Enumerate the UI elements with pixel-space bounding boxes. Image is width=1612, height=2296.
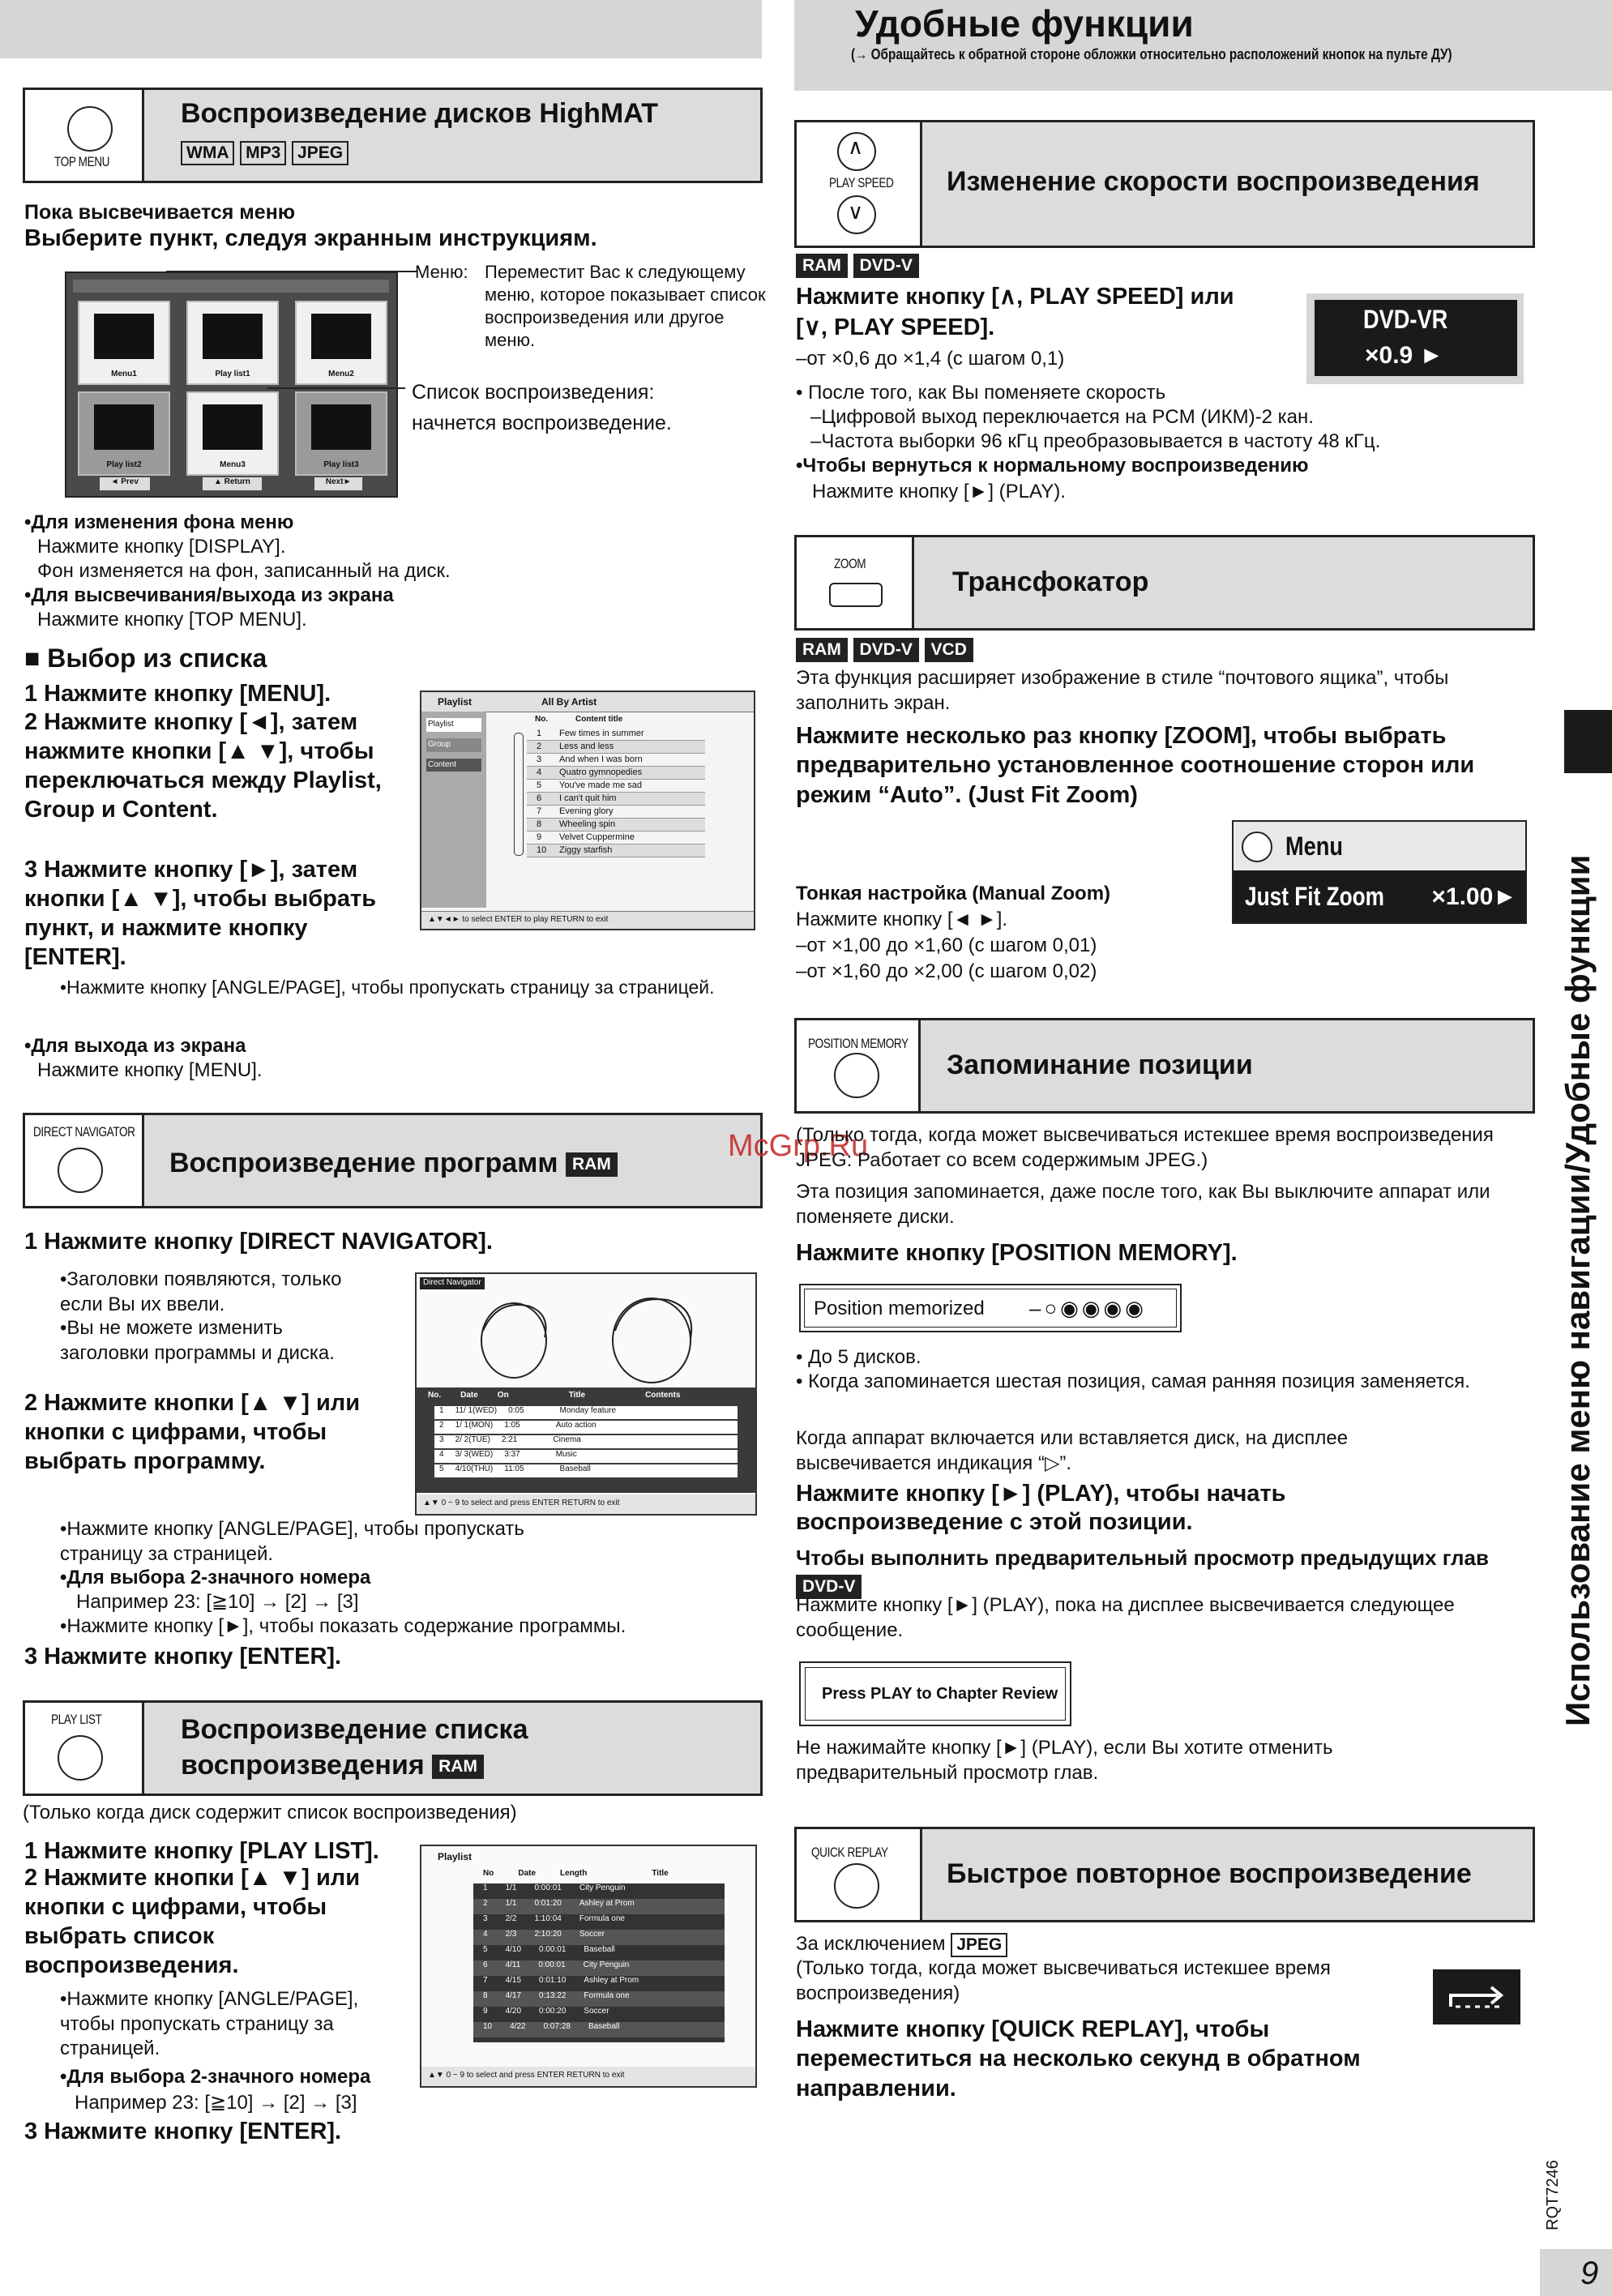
play-speed-label: PLAY SPEED: [829, 175, 894, 190]
ps-range: –от ×0,6 до ×1,4 (с шагом 0,1): [796, 348, 1065, 370]
pl-step2-note1: •Нажмите кнопку [ANGLE/PAGE], чтобы пропускать страницу за страницей.: [60, 1988, 359, 2060]
watermark: McGrp.Ru: [728, 1129, 869, 1163]
pm-display-text: Position memorized: [814, 1298, 985, 1319]
pls-footer: ▲▼ 0 ~ 9 to select and press ENTER RETURN to exit: [421, 2067, 755, 2086]
highmat-title: Воспроизведение дисков HighMAT: [181, 98, 659, 129]
dn-col-contents: Contents: [645, 1391, 681, 1400]
dn-row[interactable]: 1 11/ 1(WED) 0:05 Monday feature: [434, 1406, 738, 1419]
playlist-callout-line: [267, 387, 405, 389]
side-tab: [1564, 710, 1612, 773]
pl-step3: 3 Нажмите кнопку [ENTER].: [24, 2119, 342, 2144]
top-menu-label: TOP MENU: [54, 154, 110, 169]
dn-step2-note1: •Нажмите кнопку [ANGLE/PAGE], чтобы пропускать страницу за страницей.: [60, 1518, 524, 1565]
pl-step1: 1 Нажмите кнопку [PLAY LIST].: [24, 1838, 379, 1864]
pls-col-no: No: [483, 1869, 494, 1878]
list-heading: ■ Выбор из списка: [24, 643, 267, 673]
tag-jpeg: JPEG: [292, 141, 348, 165]
play-speed-title: Изменение скорости воспроизведения: [947, 166, 1480, 197]
pl-row[interactable]: Wheeling spin: [559, 819, 616, 829]
tag-vcd: VCD: [925, 638, 973, 662]
qr-note: (Только тогда, когда может высвечиваться истекшее время воспроизведения): [796, 1957, 1331, 2004]
bg-line1: Нажмите кнопку [DISPLAY].: [37, 536, 286, 558]
pls-row[interactable]: 5 4/10 0:00:01 Baseball: [483, 1945, 615, 1954]
screen-item-playlist1: Play list1: [215, 370, 250, 379]
ps-note3: –Частота выборки 96 кГц преобразовывается в частоту 48 кГц.: [810, 430, 1381, 452]
exit-head: •Для высвечивания/выхода из экрана: [24, 584, 394, 606]
zoom-tags: [796, 637, 973, 662]
qr-except: За исключением JPEG: [796, 1932, 1007, 1957]
play-list-screen: [420, 1845, 757, 2088]
dn-row[interactable]: 3 2/ 2(TUE) 2:21 Cinema: [434, 1435, 738, 1448]
dn-row[interactable]: 5 4/10(THU) 11:05 Baseball: [434, 1464, 738, 1477]
pl-row[interactable]: Evening glory: [559, 806, 614, 816]
zoom-desc: Эта функция расширяет изображение в стиле “почтового ящика”, чтобы заполнить экран.: [796, 667, 1449, 714]
pls-row[interactable]: 9 4/20 0:00:20 Soccer: [483, 2007, 609, 2016]
zoom-manual-2: –от ×1,00 до ×1,60 (с шагом 0,01): [796, 934, 1097, 956]
dn-step2: 2 Нажмите кнопки [▲ ▼] или кнопки с цифрами, чтобы выбрать программу.: [24, 1390, 361, 1474]
pl-footer: ▲▼◄► to select ENTER to play RETURN to exit: [421, 911, 754, 929]
exit-line1: Нажмите кнопку [TOP MENU].: [37, 609, 307, 631]
tag-dvd-v: DVD-V: [853, 254, 919, 278]
ps-instr2: [∨, PLAY SPEED].: [796, 314, 995, 340]
page-number-box: [1540, 2249, 1612, 2296]
play-speed-header: [794, 120, 1535, 248]
pm-bullet2: • Когда запоминается шестая позиция, самая ранняя позиция заменяется.: [796, 1370, 1470, 1392]
pls-row[interactable]: 10 4/22 0:07:28 Baseball: [473, 2022, 725, 2037]
ps-instr1: Нажмите кнопку [∧, PLAY SPEED] или: [796, 284, 1234, 310]
ps-display-bottom: ×0.9 ►: [1365, 342, 1444, 369]
screen-item-playlist2: Play list2: [106, 460, 142, 470]
pls-row[interactable]: 7 4/15 0:01:10 Ashley at Prom: [483, 1976, 639, 1985]
menu-note: Переместит Вас к следующему меню, которое показывает список воспроизведения или другое меню.: [485, 262, 766, 351]
tag-ram: RAM: [796, 638, 848, 662]
zoom-instr: Нажмите несколько раз кнопку [ZOOM], чтобы выбрать предварительно установленное соотношение сторон или режим “Auto”. (Just Fit Zoom): [796, 723, 1475, 808]
angle-note: •Нажмите кнопку [ANGLE/PAGE], чтобы пропускать страницу за страницей.: [60, 977, 715, 998]
list-step1: 1 Нажмите кнопку [MENU].: [24, 681, 331, 707]
zoom-title: Трансфокатор: [952, 567, 1149, 597]
play-speed-tags: [796, 253, 919, 278]
top-left-band: [0, 0, 762, 58]
pl-row[interactable]: Velvet Cuppermine: [559, 832, 635, 842]
quick-replay-title: Быстрое повторное воспроизведение: [947, 1858, 1472, 1889]
pl-row[interactable]: Quatro gymnopedies: [559, 767, 643, 777]
dn-row[interactable]: 2 1/ 1(MON) 1:05 Auto action: [434, 1421, 738, 1434]
page-number: 9: [1580, 2255, 1599, 2291]
direct-nav-label: DIRECT NAVIGATOR: [33, 1124, 135, 1139]
direct-nav-header: [23, 1113, 763, 1208]
screen-item-menu1: Menu1: [111, 370, 137, 379]
dn-screen-footer: ▲▼ 0 ~ 9 to select and press ENTER RETURN to exit: [417, 1494, 755, 1514]
pl-row[interactable]: Few times in summer: [559, 729, 644, 738]
list-step3: 3 Нажмите кнопку [►], затем кнопки [▲ ▼], чтобы выбрать пункт, и нажмите кнопку [ENTER].: [24, 857, 377, 970]
tag-dvd-v: DVD-V: [853, 638, 919, 662]
screen-nav-prev: ◄ Prev: [100, 477, 150, 490]
play-list-title1: Воспроизведение списка: [181, 1714, 528, 1745]
page-subtitle: (→ Обращайтесь к обратной стороне обложки относительно расположений кнопок на пульте ДУ): [851, 46, 1452, 62]
zoom-manual-1: Нажмите кнопку [◄ ►].: [796, 909, 1008, 930]
pl-step2-note3: Например 23: [≧10] → [2] → [3]: [75, 2092, 357, 2114]
pm-preview-msg: Press PLAY to Chapter Review: [822, 1685, 1058, 1703]
highmat-tags: [181, 140, 348, 165]
face-illustration: [449, 1290, 725, 1387]
screen-item-menu2: Menu2: [328, 370, 354, 379]
pls-row[interactable]: 2 1/1 0:01:20 Ashley at Prom: [473, 1899, 725, 1914]
screen-nav-next: Next►: [314, 477, 363, 490]
doc-code: RQT7246: [1544, 2160, 1562, 2230]
pl-row[interactable]: I can't quit him: [559, 793, 617, 803]
pm-bullet1: • До 5 дисков.: [796, 1346, 921, 1368]
qr-instr: Нажмите кнопку [QUICK REPLAY], чтобы переместиться на несколько секунд в обратном направлении.: [796, 2016, 1361, 2101]
quick-replay-label: QUICK REPLAY: [811, 1845, 888, 1860]
dn-step2-note2: •Для выбора 2-значного номера: [60, 1567, 371, 1588]
zoom-manual-head: Тонкая настройка (Manual Zoom): [796, 883, 1111, 904]
pm-preview-cancel: Не нажимайте кнопку [►] (PLAY), если Вы хотите отменить предварительный просмотр глав.: [796, 1737, 1333, 1784]
direct-nav-screen: [415, 1272, 757, 1516]
pl-row[interactable]: You've made me sad: [559, 780, 642, 790]
position-memory-button-icon: [834, 1053, 879, 1098]
highmat-intro1: Пока высвечивается меню: [24, 201, 296, 224]
play-list-header: [23, 1700, 763, 1796]
tag-ram: RAM: [432, 1755, 484, 1779]
caret-down-glyph: ∨: [848, 199, 864, 224]
quick-replay-button-icon: [834, 1863, 879, 1909]
pl-step2: 2 Нажмите кнопки [▲ ▼] или кнопки с цифрами, чтобы выбрать список воспроизведения.: [24, 1865, 361, 1978]
dn-step2-note4: •Нажмите кнопку [►], чтобы показать содержание программы.: [60, 1615, 626, 1637]
pl-side-content[interactable]: Content: [426, 759, 481, 772]
pl-row[interactable]: Less and less: [559, 742, 614, 751]
pm-resume-instr: Нажмите кнопку [►] (PLAY), чтобы начать воспроизведение с этой позиции.: [796, 1481, 1286, 1535]
bg-head: •Для изменения фона меню: [24, 511, 294, 533]
page-title: Удобные функции: [855, 2, 1194, 45]
pls-col-title: Title: [652, 1869, 669, 1878]
screen-nav-return: ▲ Return: [203, 477, 262, 490]
highmat-intro2: Выберите пункт, следуя экранным инструкциям.: [24, 225, 597, 251]
pls-row[interactable]: 1 1/1 0:00:01 City Penguin: [483, 1883, 626, 1892]
direct-nav-button-icon: [58, 1148, 103, 1193]
dn-col-date: Date: [460, 1391, 478, 1400]
pls-col-length: Length: [560, 1869, 588, 1878]
play-list-label: PLAY LIST: [51, 1712, 102, 1727]
pl-row[interactable]: And when I was born: [559, 755, 643, 764]
pm-preview-head: Чтобы выполнить предварительный просмотр предыдущих глав DVD-V: [796, 1545, 1509, 1599]
pl-side-playlist[interactable]: Playlist: [426, 718, 481, 732]
pls-row[interactable]: 4 2/3 2:10:20 Soccer: [473, 1930, 725, 1945]
pl-header-right: All By Artist: [541, 696, 597, 708]
list-step2: 2 Нажмите кнопку [◄], затем нажмите кнопки [▲ ▼], чтобы переключаться между Playlist, Group и Content.: [24, 709, 382, 823]
dn-note1: •Заголовки появляются, только если Вы их ввели.: [60, 1268, 342, 1315]
pl-header-left: Playlist: [438, 696, 472, 708]
pm-dots-icon: –○◉◉◉◉: [1029, 1296, 1147, 1320]
pl-row[interactable]: Ziggy starfish: [559, 845, 613, 855]
pm-resume-desc: Когда аппарат включается или вставляется диск, на дисплее высвечивается индикация “▷”.: [796, 1427, 1349, 1474]
tag-wma: WMA: [181, 141, 234, 165]
tag-jpeg: JPEG: [951, 1933, 1007, 1957]
tag-ram: RAM: [566, 1152, 618, 1177]
play-list-title2: воспроизведения RAM: [181, 1748, 484, 1784]
exit2-head: •Для выхода из экрана: [24, 1035, 246, 1057]
pls-row[interactable]: 3 2/2 1:10:04 Formula one: [483, 1914, 625, 1923]
zoom-header: [794, 535, 1535, 631]
zoom-display-menu: Menu: [1285, 832, 1344, 861]
menu-callout-line: [166, 271, 417, 272]
zoom-manual-3: –от ×1,60 до ×2,00 (с шагом 0,02): [796, 960, 1097, 982]
pl-side-group[interactable]: Group: [426, 738, 481, 752]
dn-row[interactable]: 4 3/ 3(WED) 3:37 Music: [434, 1450, 738, 1463]
tag-mp3: MP3: [240, 141, 286, 165]
quick-replay-header: [794, 1827, 1535, 1922]
dn-step3: 3 Нажмите кнопку [ENTER].: [24, 1644, 342, 1670]
pl-col-title: Content title: [575, 715, 623, 724]
ps-display: [1315, 300, 1517, 376]
position-memory-label: POSITION MEMORY: [808, 1036, 909, 1051]
dn-col-on: On: [497, 1391, 509, 1400]
pm-instr: Нажмите кнопку [POSITION MEMORY].: [796, 1240, 1238, 1266]
direct-nav-title: Воспроизведение программ RAM: [169, 1146, 618, 1182]
pl-step2-note2: •Для выбора 2-значного номера: [60, 2066, 371, 2088]
highmat-menu-screen: [65, 272, 398, 498]
pm-display: [799, 1284, 1182, 1332]
zoom-display-value: ×1.00►: [1431, 883, 1517, 910]
dn-step1: 1 Нажмите кнопку [DIRECT NAVIGATOR].: [24, 1229, 493, 1255]
screen-item-playlist3: Play list3: [323, 460, 359, 470]
ps-normal-head: •Чтобы вернуться к нормальному воспроизведению: [796, 455, 1309, 477]
dn-col-title: Title: [568, 1391, 586, 1400]
tag-dvd-v: DVD-V: [796, 1575, 862, 1599]
top-menu-button-icon: [67, 106, 113, 152]
zoom-display-mode: Just Fit Zoom: [1245, 882, 1385, 911]
zoom-button-icon: [829, 583, 883, 607]
zoom-label: ZOOM: [834, 556, 866, 571]
pls-label: Playlist: [438, 1851, 472, 1862]
screen-item-menu3: Menu3: [220, 460, 246, 470]
ps-normal-1: Нажмите кнопку [►] (PLAY).: [812, 481, 1066, 502]
zoom-display: [1232, 820, 1527, 924]
tag-ram: RAM: [796, 254, 848, 278]
pm-desc: Эта позиция запоминается, даже после того, как Вы выключите аппарат или поменяете диски.: [796, 1181, 1490, 1228]
side-title: Использование меню навигации/Удобные функции: [1559, 854, 1597, 1726]
ps-note2: –Цифровой выход переключается на PCM (ИКМ)-2 кан.: [810, 406, 1314, 428]
pl-col-no: No.: [535, 715, 549, 724]
menu-disc-icon: [1242, 832, 1272, 862]
pls-row[interactable]: 8 4/17 0:13:22 Formula one: [473, 1991, 725, 2007]
ps-display-top: DVD-VR: [1363, 305, 1448, 334]
bg-line2: Фон изменяется на фон, записанный на диск.: [37, 560, 451, 582]
play-list-button-icon: [58, 1735, 103, 1781]
playlist-select-screen: Playlist All By Artist Playlist Group Content No. Content title 1 Few times in summer 2 Less and less 3 And when I was born 4 Quatro gymnopedies 5 You've made me sad 6 I can't quit him 7 Evening glory 8 Wheeling spin 9 Velvet Cuppermine 10 Ziggy starfish ▲▼◄► to select ENTER to play RETURN to exit: [420, 691, 755, 930]
pl-scrollbar[interactable]: [514, 733, 524, 856]
dn-note2: •Вы не можете изменить заголовки программы и диска.: [60, 1317, 335, 1364]
pls-col-date: Date: [518, 1869, 537, 1878]
caret-up-glyph: ∧: [848, 135, 864, 159]
playlist-note: Список воспроизведения: начнется воспроизведение.: [412, 381, 672, 434]
pm-preview-desc: Нажмите кнопку [►] (PLAY), пока на дисплее высвечивается следующее сообщение.: [796, 1594, 1455, 1641]
position-memory-header: [794, 1018, 1535, 1114]
menu-note-label: Меню:: [415, 262, 468, 282]
position-memory-title: Запоминание позиции: [947, 1050, 1253, 1080]
exit2-line1: Нажмите кнопку [MENU].: [37, 1059, 263, 1081]
pl-note: (Только когда диск содержит список воспроизведения): [23, 1802, 517, 1824]
dn-col-no: No.: [428, 1391, 442, 1400]
quick-replay-icon: [1433, 1969, 1520, 2024]
pls-row[interactable]: 6 4/11 0:00:01 City Penguin: [473, 1960, 725, 1976]
highmat-header: [23, 88, 763, 183]
pm-note: (Только тогда, когда может высвечиваться истекшее время воспроизведения JPEG: Работает со всем содержимым JPEG.): [796, 1124, 1494, 1171]
ps-note1: • После того, как Вы поменяете скорость: [796, 382, 1166, 404]
dn-step2-note3: Например 23: [≧10] → [2] → [3]: [76, 1591, 359, 1613]
pm-preview-msg-box: [799, 1661, 1071, 1726]
dn-screen-label: Direct Navigator: [420, 1277, 485, 1289]
